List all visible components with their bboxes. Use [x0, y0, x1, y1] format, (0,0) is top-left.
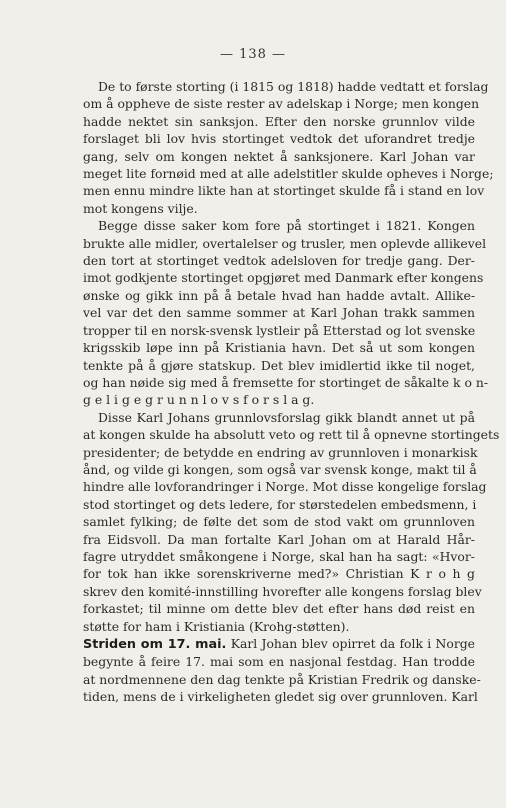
line-text: brukte alle midler, overtalelser og trusler, men oplevde allikevel [83, 235, 487, 251]
text-line [83, 461, 475, 478]
text-line [83, 548, 475, 565]
line-text: fra Eidsvoll. Da man fortalte Karl Johan om at Harald Hår- [83, 531, 475, 547]
line-text: g e l i g e g r u n n l o v s f o r s l a g. [83, 392, 315, 408]
text-line [83, 618, 475, 635]
text-line [83, 496, 475, 513]
line-text: forslaget bli lov hvis stortinget vedtok det uforandret tredje [83, 131, 475, 147]
text-line [83, 182, 485, 199]
text-line [83, 78, 489, 95]
line-text: og han nøide sig med å fremsette for stortinget de såkalte k o n- [83, 374, 489, 390]
text-line [83, 374, 489, 391]
line-text: vel var det den samme sommer at Karl Johan trakk sammen [83, 305, 475, 321]
line-text: presidenter; de betydde en endring av grunnloven i monarkisk [83, 444, 478, 460]
line-text: den tort at stortinget vedtok adelsloven for tredje gang. Der- [83, 253, 475, 269]
line-text: fagre utryddet småkongene i Norge, skal han ha sagt: «Hvor- [83, 548, 475, 564]
text-line [83, 304, 475, 321]
text-line [83, 217, 475, 234]
line-text: tropper til en norsk-svensk lystleir på Etterstad og lot svenske [83, 322, 476, 338]
text-line [83, 287, 475, 304]
line-text: samlet fylking; de følte det som de stod vakt om grunnloven [83, 514, 475, 530]
text-line [83, 688, 478, 705]
line-text: skrev den komité-innstilling hvorefter alle kongens forslag blev [83, 583, 482, 599]
text-line [83, 565, 475, 582]
line-text: meget lite fornøid med at alle adelstitler skulde opheves i Norge; [83, 166, 494, 182]
body-text [83, 78, 500, 706]
text-line [83, 409, 475, 426]
line-text: at kongen skulde ha absolutt veto og rett til å opnevne stortingets [83, 427, 500, 443]
line-text: Begge disse saker kom fore på stortinget i 1821. Kongen [98, 218, 475, 234]
line-text: De to første storting (i 1815 og 1818) hadde vedtatt et forslag [98, 79, 489, 94]
text-line [83, 391, 475, 408]
text-line [83, 426, 500, 443]
line-text: gang, selv om kongen nektet å sanksjonere. Karl Johan var [83, 148, 475, 164]
line-text: begynte å feire 17. mai som en nasjonal festdag. Han trodde [83, 654, 475, 670]
line-text: Karl Johan blev opirret da folk i Norge [226, 636, 476, 651]
line-text: ønske og gikk inn på å betale hvad han hadde avtalt. Allike- [83, 287, 475, 303]
text-line [83, 478, 487, 495]
line-text: for tok han ikke sorenskriverne med?» Christian K r o h g [83, 566, 475, 582]
line-text: støtte for ham i Kristiania (Krohg-støtten). [83, 618, 350, 634]
text-line [83, 235, 487, 252]
text-line [83, 252, 475, 269]
text-line [83, 653, 475, 670]
line-text: tenkte på å gjøre statskup. Det blev imidlertid ikke til noget, [83, 357, 475, 373]
line-text: ånd, og vilde gi kongen, som også var svensk konge, makt til å [83, 461, 477, 477]
text-line [83, 671, 481, 688]
text-line [83, 339, 475, 356]
line-text: imot godkjente stortinget opgjøret med Danmark efter kongens [83, 270, 484, 286]
text-line [83, 165, 494, 182]
text-line [83, 95, 480, 112]
text-line [83, 130, 475, 147]
text-line [83, 148, 475, 165]
page-number: — 138 — [219, 47, 287, 62]
text-line [83, 513, 475, 530]
line-text: men ennu mindre likte han at stortinget skulde få i stand en lov [83, 183, 485, 199]
text-line [83, 113, 475, 130]
text-line [83, 635, 475, 653]
line-text: Disse Karl Johans grunnlovsforslag gikk blandt annet ut på [98, 409, 475, 425]
line-text: mot kongens vilje. [83, 200, 198, 216]
text-line [83, 269, 484, 286]
line-text: hindre alle lovforandringer i Norge. Mot disse kongelige forslag [83, 479, 487, 495]
line-text: om å oppheve de siste rester av adelskap i Norge; men kongen [83, 96, 480, 112]
text-line [83, 322, 475, 339]
line-text: krigsskib løpe inn på Kristiania havn. Det så ut som kongen [83, 340, 475, 356]
text-line [83, 600, 475, 617]
text-line [83, 583, 482, 600]
text-line [83, 200, 475, 217]
text-line [83, 357, 475, 374]
line-text: tiden, mens de i virkeligheten gledet sig over grunnloven. Karl [83, 689, 478, 705]
section-heading: Striden om 17. mai. [83, 637, 227, 652]
text-line [83, 444, 478, 461]
line-text: stod stortinget og dets ledere, for størstedelen embedsmenn, i [83, 496, 477, 512]
line-text: hadde nektet sin sanksjon. Efter den norske grunnlov vilde [83, 113, 475, 129]
text-line [83, 531, 475, 548]
line-text: forkastet; til minne om dette blev det efter hans død reist en [83, 601, 475, 617]
line-text: at nordmennene den dag tenkte på Kristian Fredrik og danske- [83, 671, 481, 687]
